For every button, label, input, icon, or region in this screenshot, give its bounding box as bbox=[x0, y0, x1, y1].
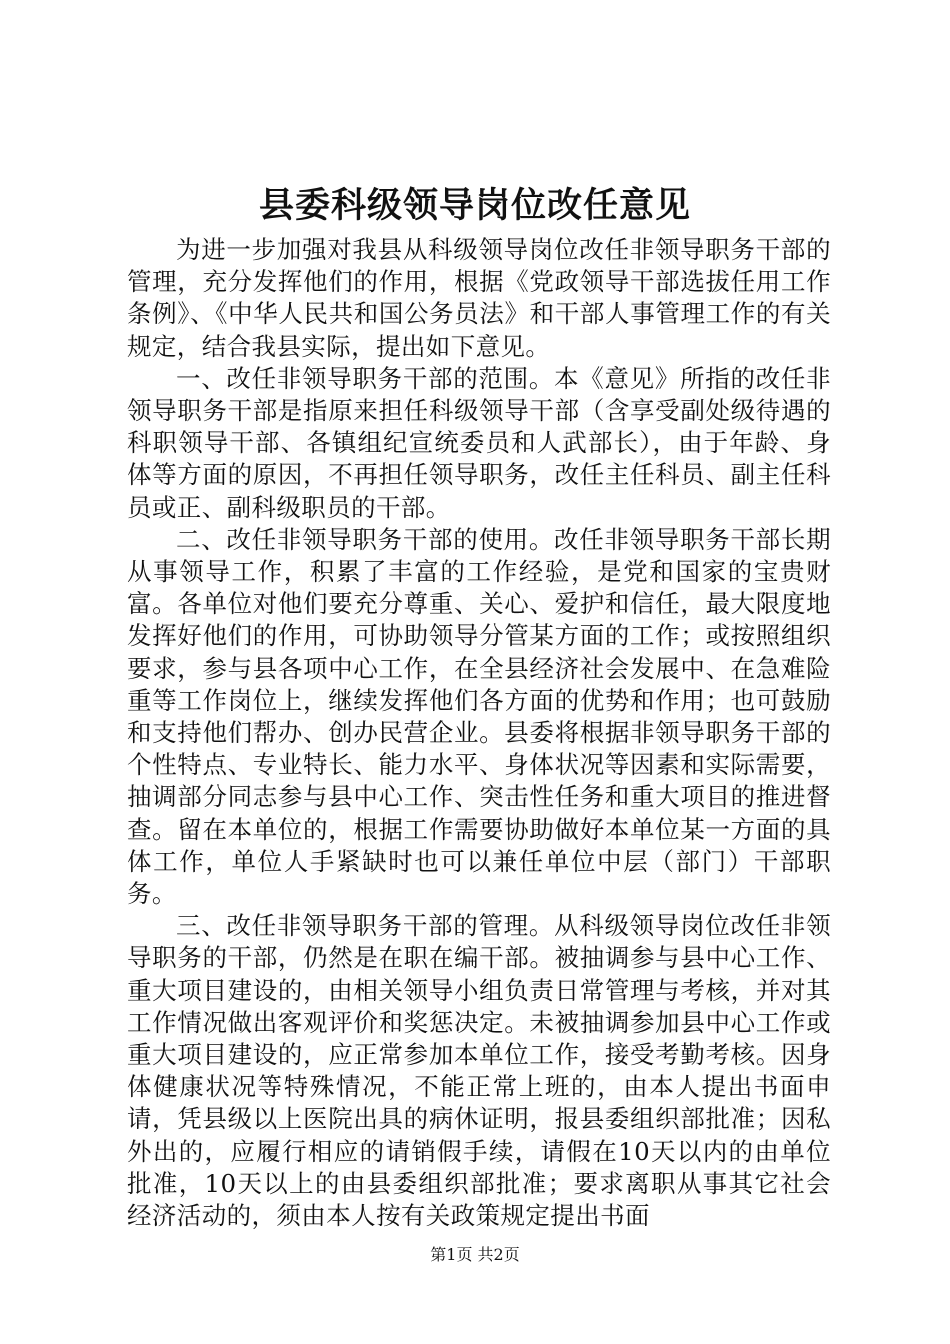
paragraph-section-1: 一、改任非领导职务干部的范围。本《意见》所指的改任非领导职务干部是指原来担任科级领导干部（含享受副处级待遇的科职领导干部、各镇组纪宣统委员和人武部长），由于年龄、身体等方面的原因，不再担任领导职务，改任主任科员、副主任科员或正、副科级职员的干部。 bbox=[127, 363, 831, 522]
page-number-footer: 第1页 共2页 bbox=[430, 1245, 520, 1264]
document-title: 县委科级领导岗位改任意见 bbox=[258, 185, 691, 226]
paragraph-section-3: 三、改任非领导职务干部的管理。从科级领导岗位改任非领导职务的干部，仍然是在职在编干部。被抽调参与县中心工作、重大项目建设的，由相关领导小组负责日常管理与考核，并对其工作情况做出客观评价和奖惩决定。未被抽调参加县中心工作或重大项目建设的，应正常参加本单位工作，接受考勤考核。因身体健康状况等特殊情况，不能正常上班的，由本人提出书面申请，凭县级以上医院出具的病休证明，报县委组织部批准；因私外出的，应履行相应的请销假手续，请假在10天以内的由单位批准，10天以上的由县委组织部批准；要求离职从事其它社会经济活动的，须由本人按有关政策规定提出书面 bbox=[127, 911, 831, 1231]
document-body bbox=[127, 234, 831, 1232]
paragraph-section-2: 二、改任非领导职务干部的使用。改任非领导职务干部长期从事领导工作，积累了丰富的工作经验，是党和国家的宝贵财富。各单位对他们要充分尊重、关心、爱护和信任，最大限度地发挥好他们的作用，可协助领导分管某方面的工作；或按照组织要求，参与县各项中心工作，在全县经济社会发展中、在急难险重等工作岗位上，继续发挥他们各方面的优势和作用；也可鼓励和支持他们帮办、创办民营企业。县委将根据非领导职务干部的个性特点、专业特长、能力水平、身体状况等因素和实际需要，抽调部分同志参与县中心工作、突击性任务和重大项目的推进督查。留在本单位的，根据工作需要协助做好本单位某一方面的具体工作，单位人手紧缺时也可以兼任单位中层（部门）干部职务。 bbox=[127, 524, 831, 909]
paragraph-intro: 为进一步加强对我县从科级领导岗位改任非领导职务干部的管理，充分发挥他们的作用，根据《党政领导干部选拔任用工作条例》、《中华人民共和国公务员法》和干部人事管理工作的有关规定，结合我县实际，提出如下意见。 bbox=[127, 235, 831, 361]
